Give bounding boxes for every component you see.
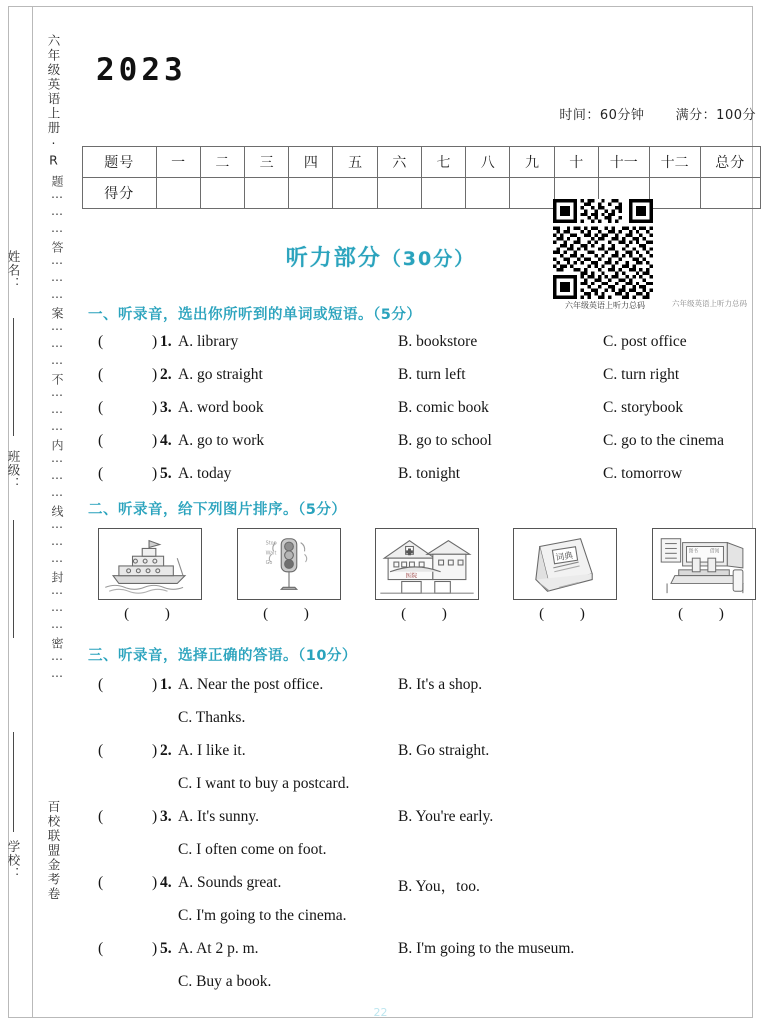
option-a[interactable]: A. At 2 p. m. <box>178 940 259 957</box>
answer-paren-right: ) <box>152 399 158 416</box>
section-heading-2-text: 二、听录音，给下列图片排序。 <box>88 502 298 518</box>
answer-paren-left: ( <box>98 465 104 482</box>
question-number: 2. <box>160 742 172 759</box>
question-number: 2. <box>160 366 172 383</box>
picture-item-3[interactable] <box>375 528 483 623</box>
answer-paren-left: ( <box>98 940 104 957</box>
svg-text:借阅: 借阅 <box>709 548 720 555</box>
picture-item-1[interactable] <box>98 528 206 623</box>
question-number: 4. <box>160 874 172 891</box>
picture-frame <box>375 528 479 600</box>
field-label-name: 姓名： <box>6 250 21 291</box>
exam-meta <box>559 104 756 123</box>
student-info-gutter <box>0 0 30 1024</box>
question-row-3-5[interactable] <box>98 940 758 973</box>
section-heading-3 <box>88 644 357 665</box>
picture-answer-blank[interactable]: ( ) <box>539 606 601 622</box>
question-row-3-5-c[interactable] <box>98 973 758 1006</box>
option-b[interactable]: B. It's a shop. <box>398 676 483 693</box>
section-heading-1-text: 一、听录音，选出你所听到的单词或短语。 <box>88 307 373 323</box>
option-b[interactable]: B. turn left <box>398 366 466 383</box>
section-heading-1-points: （5分） <box>373 307 422 323</box>
answer-paren-right: ) <box>152 432 158 449</box>
answer-paren-right: ) <box>152 366 158 383</box>
score-cell-3[interactable] <box>245 178 289 209</box>
score-cell-6[interactable] <box>377 178 421 209</box>
answer-paren-left: ( <box>98 366 104 383</box>
question-row-1-2[interactable] <box>98 366 758 399</box>
option-c[interactable]: C. tomorrow <box>603 465 683 482</box>
option-c[interactable]: C. I'm going to the cinema. <box>178 907 347 924</box>
option-a[interactable]: A. go to work <box>178 432 265 449</box>
col-head-6: 六 <box>377 147 421 178</box>
answer-paren-right: ) <box>152 874 158 891</box>
part-title-points: （30分） <box>381 248 476 270</box>
question-row-1-3[interactable] <box>98 399 758 432</box>
page-number: 22 <box>373 1006 388 1019</box>
option-a[interactable]: A. library <box>178 333 239 350</box>
option-b[interactable]: B. You're early. <box>398 808 494 825</box>
section-heading-3-points: （10分） <box>298 648 357 664</box>
score-cell-9[interactable] <box>510 178 554 209</box>
picture-answer-blank[interactable]: ( ) <box>401 606 463 622</box>
answer-paren-left: ( <box>98 742 104 759</box>
question-row-1-1[interactable] <box>98 333 758 366</box>
exam-full-score: 满分：100分 <box>675 108 756 123</box>
section-heading-3-text: 三、听录音，选择正确的答语。 <box>88 648 298 664</box>
field-label-class: 班级： <box>6 450 21 491</box>
score-table <box>82 146 761 209</box>
col-head-10: 十 <box>554 147 598 178</box>
option-a[interactable]: A. word book <box>178 399 264 416</box>
option-c[interactable]: C. turn right <box>603 366 680 383</box>
answer-paren-left: ( <box>98 808 104 825</box>
answer-paren-right: ) <box>152 465 158 482</box>
picture-answer-blank[interactable]: ( ) <box>678 606 740 622</box>
answer-paren-right: ) <box>152 808 158 825</box>
svg-text:Stop: Stop <box>265 540 277 547</box>
option-a[interactable]: A. I like it. <box>178 742 246 759</box>
option-c[interactable]: C. go to the cinema <box>603 432 724 449</box>
option-a[interactable]: A. go straight <box>178 366 263 383</box>
picture-item-4[interactable] <box>513 528 621 623</box>
picture-answer-blank[interactable]: ( ) <box>263 606 325 622</box>
question-number: 5. <box>160 465 172 482</box>
picture-frame <box>652 528 756 600</box>
answer-paren-right: ) <box>152 676 158 693</box>
field-label-school: 学校： <box>6 840 21 881</box>
ship-icon <box>99 529 201 599</box>
col-head-2: 二 <box>200 147 244 178</box>
hospital-icon <box>376 529 478 599</box>
option-a[interactable]: A. Near the post office. <box>178 676 324 693</box>
question-number: 1. <box>160 333 172 350</box>
picture-answer-blank[interactable]: ( ) <box>124 606 186 622</box>
col-head-4: 四 <box>289 147 333 178</box>
score-cell-4[interactable] <box>289 178 333 209</box>
field-rule-name <box>13 318 14 436</box>
exam-time: 时间：60分钟 <box>559 108 645 123</box>
col-head-12: 十二 <box>649 147 700 178</box>
answer-paren-left: ( <box>98 874 104 891</box>
score-table-row-label-score: 得分 <box>83 178 157 209</box>
option-b[interactable]: B. tonight <box>398 465 461 482</box>
svg-text:Wait: Wait <box>265 550 277 557</box>
field-rule-school <box>13 732 14 832</box>
col-head-1: 一 <box>156 147 200 178</box>
answer-paren-left: ( <box>98 432 104 449</box>
score-table-row-label: 题号 <box>83 147 157 178</box>
col-head-9: 九 <box>510 147 554 178</box>
picture-ordering-row <box>98 528 760 628</box>
score-cell-1[interactable] <box>156 178 200 209</box>
picture-item-5[interactable] <box>652 528 760 623</box>
dictionary-icon <box>514 529 616 599</box>
score-cell-total[interactable] <box>700 178 760 209</box>
answer-paren-right: ) <box>152 333 158 350</box>
picture-frame <box>98 528 202 600</box>
col-head-7: 七 <box>421 147 465 178</box>
question-row-3-2[interactable] <box>98 742 758 775</box>
computer-desk-icon <box>653 529 755 599</box>
question-row-3-4-c[interactable] <box>98 907 758 940</box>
svg-text:医院: 医院 <box>405 573 418 580</box>
col-head-total: 总分 <box>700 147 760 178</box>
seal-line-track: 题⋯⋯⋯答⋯⋯⋯案⋯⋯⋯不⋯⋯⋯内⋯⋯⋯线⋯⋯⋯封⋯⋯⋯密⋯⋯ <box>50 174 64 686</box>
option-c[interactable]: C. Buy a book. <box>178 973 272 990</box>
picture-item-2[interactable] <box>237 528 345 623</box>
question-number: 1. <box>160 676 172 693</box>
svg-text:图书: 图书 <box>688 548 699 555</box>
question-row-3-3[interactable] <box>98 808 758 841</box>
question-number: 3. <box>160 808 172 825</box>
answer-paren-right: ) <box>152 742 158 759</box>
answer-paren-right: ) <box>152 940 158 957</box>
question-row-1-4[interactable] <box>98 432 758 465</box>
score-cell-8[interactable] <box>466 178 510 209</box>
score-cell-7[interactable] <box>421 178 465 209</box>
qr-caption-right: 六年级英语上听力总码 <box>672 299 747 308</box>
section-heading-2-points: （5分） <box>298 502 347 518</box>
question-row-1-5[interactable] <box>98 465 758 498</box>
col-head-3: 三 <box>245 147 289 178</box>
svg-text:词典: 词典 <box>554 550 574 564</box>
table-row-header <box>83 147 761 178</box>
col-head-11: 十一 <box>598 147 649 178</box>
book-spine-title: 六年级英语上册·R <box>46 34 61 170</box>
question-row-3-4[interactable] <box>98 874 758 907</box>
score-cell-5[interactable] <box>333 178 377 209</box>
picture-frame <box>237 528 341 600</box>
traffic-light-icon <box>238 529 340 599</box>
option-c[interactable]: C. storybook <box>603 399 684 416</box>
score-cell-2[interactable] <box>200 178 244 209</box>
section-heading-1 <box>88 303 421 324</box>
publisher-brand: 百校联盟金考卷 <box>46 800 61 902</box>
svg-text:Go: Go <box>265 560 273 566</box>
option-a[interactable]: A. today <box>178 465 232 482</box>
table-row-score <box>83 178 761 209</box>
option-b[interactable]: B. I'm going to the museum. <box>398 940 575 957</box>
question-row-3-2-c[interactable] <box>98 775 758 808</box>
field-rule-class <box>13 520 14 638</box>
page-title: 2023 <box>96 52 187 88</box>
option-b[interactable]: B. You，too. <box>398 878 480 895</box>
answer-paren-left: ( <box>98 676 104 693</box>
question-row-3-3-c[interactable] <box>98 841 758 874</box>
option-b[interactable]: B. Go straight. <box>398 742 490 759</box>
question-row-3-1-c[interactable] <box>98 709 758 742</box>
option-a[interactable]: A. It's sunny. <box>178 808 260 825</box>
option-a[interactable]: A. Sounds great. <box>178 874 282 891</box>
option-c[interactable]: C. I often come on foot. <box>178 841 327 858</box>
part-title <box>0 241 761 272</box>
picture-frame <box>513 528 617 600</box>
option-b[interactable]: B. comic book <box>398 399 489 416</box>
answer-paren-left: ( <box>98 399 104 416</box>
option-c[interactable]: C. Thanks. <box>178 709 246 726</box>
question-number: 3. <box>160 399 172 416</box>
option-b[interactable]: B. bookstore <box>398 333 478 350</box>
question-number: 4. <box>160 432 172 449</box>
question-number: 5. <box>160 940 172 957</box>
qr-caption: 六年级英语上听力总码 <box>565 301 645 310</box>
option-c[interactable]: C. post office <box>603 333 687 350</box>
part-title-text: 听力部分 <box>285 246 382 271</box>
option-c[interactable]: C. I want to buy a postcard. <box>178 775 350 792</box>
option-b[interactable]: B. go to school <box>398 432 492 449</box>
section-heading-2 <box>88 498 346 519</box>
answer-paren-left: ( <box>98 333 104 350</box>
col-head-8: 八 <box>466 147 510 178</box>
question-row-3-1[interactable] <box>98 676 758 709</box>
col-head-5: 五 <box>333 147 377 178</box>
